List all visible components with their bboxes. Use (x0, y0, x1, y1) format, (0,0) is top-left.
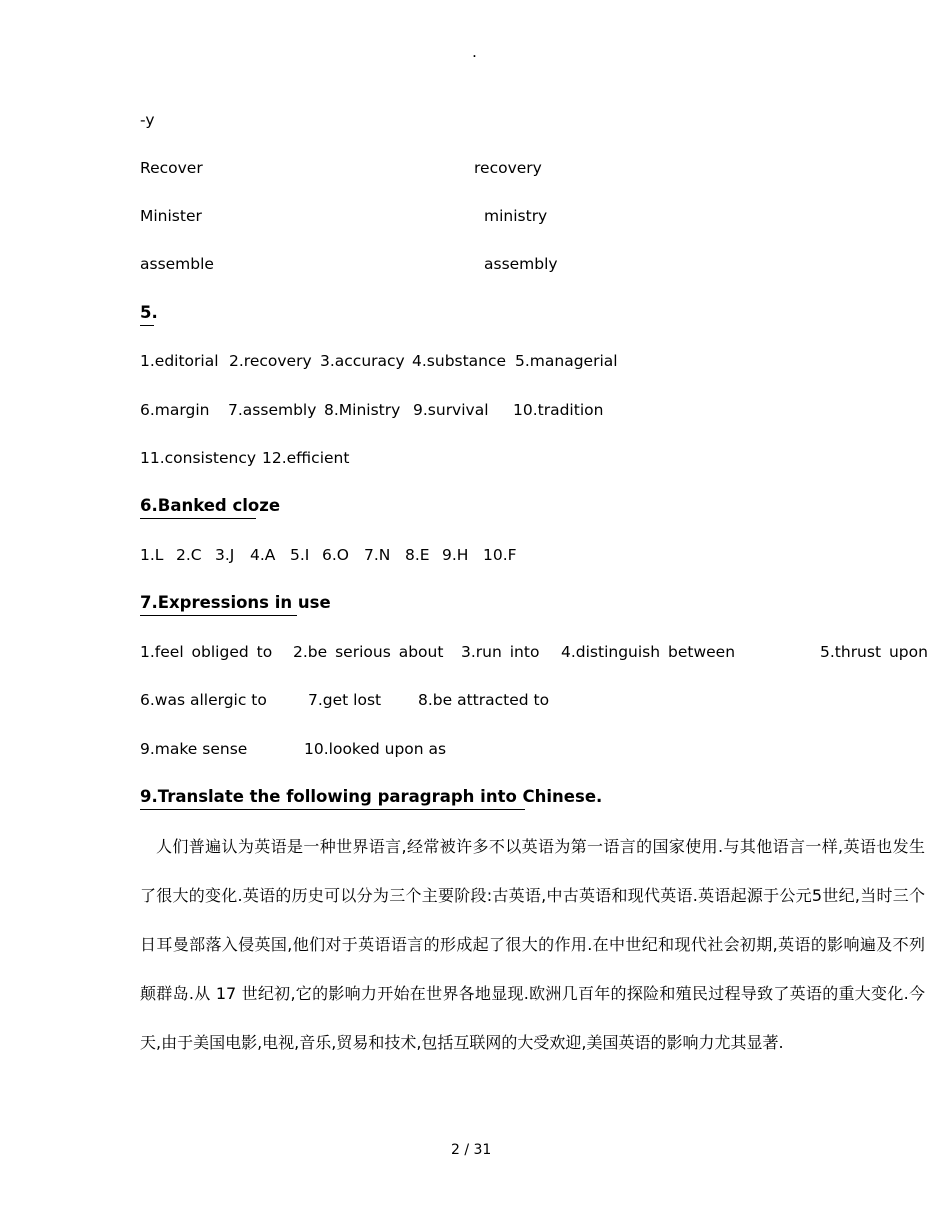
section-5-heading: 5. (140, 303, 158, 322)
paragraph-line: 日耳曼部落入侵英国,他们对于英语语言的形成起了很大的作用.在中世纪和现代社会初期,英语的影响遍及不列 (140, 935, 925, 954)
expression-item: 2.be serious about (293, 643, 444, 661)
vocab-derived-word: recovery (474, 159, 542, 177)
expression-item: 6.was allergic to (140, 691, 267, 709)
vocab-base-word: Minister (140, 207, 202, 225)
answer-item: 7.assembly (228, 401, 317, 419)
cloze-answer: 6.O (322, 546, 349, 564)
vocab-derived-word: assembly (484, 255, 558, 273)
answer-item: 5.managerial (515, 352, 618, 370)
expression-item: 9.make sense (140, 740, 248, 758)
page-number: 2 / 31 (451, 1142, 492, 1158)
header-mark: . (472, 43, 477, 61)
paragraph-line: 人们普遍认为英语是一种世界语言,经常被许多不以英语为第一语言的国家使用.与其他语言一样,英语也发生 (156, 837, 925, 856)
cloze-answer: 2.C (176, 546, 202, 564)
answer-item: 11.consistency (140, 449, 257, 467)
answer-item: 12.efficient (262, 449, 350, 467)
expression-item: 8.be attracted to (418, 691, 550, 709)
vocab-base-word: assemble (140, 255, 214, 273)
cloze-answer: 10.F (483, 546, 517, 564)
answer-item: 8.Ministry (324, 401, 401, 419)
section-7-underline (140, 615, 297, 616)
expression-item: 3.run into (461, 643, 540, 661)
answer-item: 6.margin (140, 401, 210, 419)
section-9-underline (140, 809, 525, 810)
cloze-answer: 7.N (364, 546, 391, 564)
answer-item: 4.substance (412, 352, 507, 370)
cloze-answer: 1.L (140, 546, 164, 564)
suffix-label: -y (140, 111, 155, 129)
expression-item: 4.distinguish between (561, 643, 736, 661)
expression-item: 5.thrust upon (820, 643, 928, 661)
cloze-answer: 9.H (442, 546, 469, 564)
answer-item: 3.accuracy (320, 352, 405, 370)
section-6-heading: 6.Banked cloze (140, 496, 281, 515)
answer-item: 1.editorial (140, 352, 219, 370)
expression-item: 1.feel obliged to (140, 643, 273, 661)
vocab-derived-word: ministry (484, 207, 548, 225)
expression-item: 7.get lost (308, 691, 382, 709)
answer-item: 10.tradition (513, 401, 604, 419)
cloze-answer: 3.J (215, 546, 235, 564)
section-5-underline (140, 325, 154, 326)
section-7-heading: 7.Expressions in use (140, 593, 331, 612)
paragraph-line: 颠群岛.从 17 世纪初,它的影响力开始在世界各地显现.欧洲几百年的探险和殖民过程导致了英语的重大变化.今 (140, 984, 925, 1003)
cloze-answer: 4.A (250, 546, 276, 564)
paragraph-line: 天,由于美国电影,电视,音乐,贸易和技术,包括互联网的大受欢迎,美国英语的影响力尤其显著. (140, 1033, 784, 1052)
expression-item: 10.looked upon as (304, 740, 447, 758)
vocab-base-word: Recover (140, 159, 203, 177)
answer-item: 2.recovery (229, 352, 312, 370)
translation-paragraph (140, 822, 925, 1067)
answer-item: 9.survival (413, 401, 489, 419)
cloze-answer: 8.E (405, 546, 430, 564)
section-6-underline (140, 518, 256, 519)
section-9-heading: 9.Translate the following paragraph into Chinese. (140, 787, 603, 806)
cloze-answer: 5.I (290, 546, 310, 564)
paragraph-line: 了很大的变化.英语的历史可以分为三个主要阶段:古英语,中古英语和现代英语.英语起源于公元5世纪,当时三个 (140, 886, 925, 905)
